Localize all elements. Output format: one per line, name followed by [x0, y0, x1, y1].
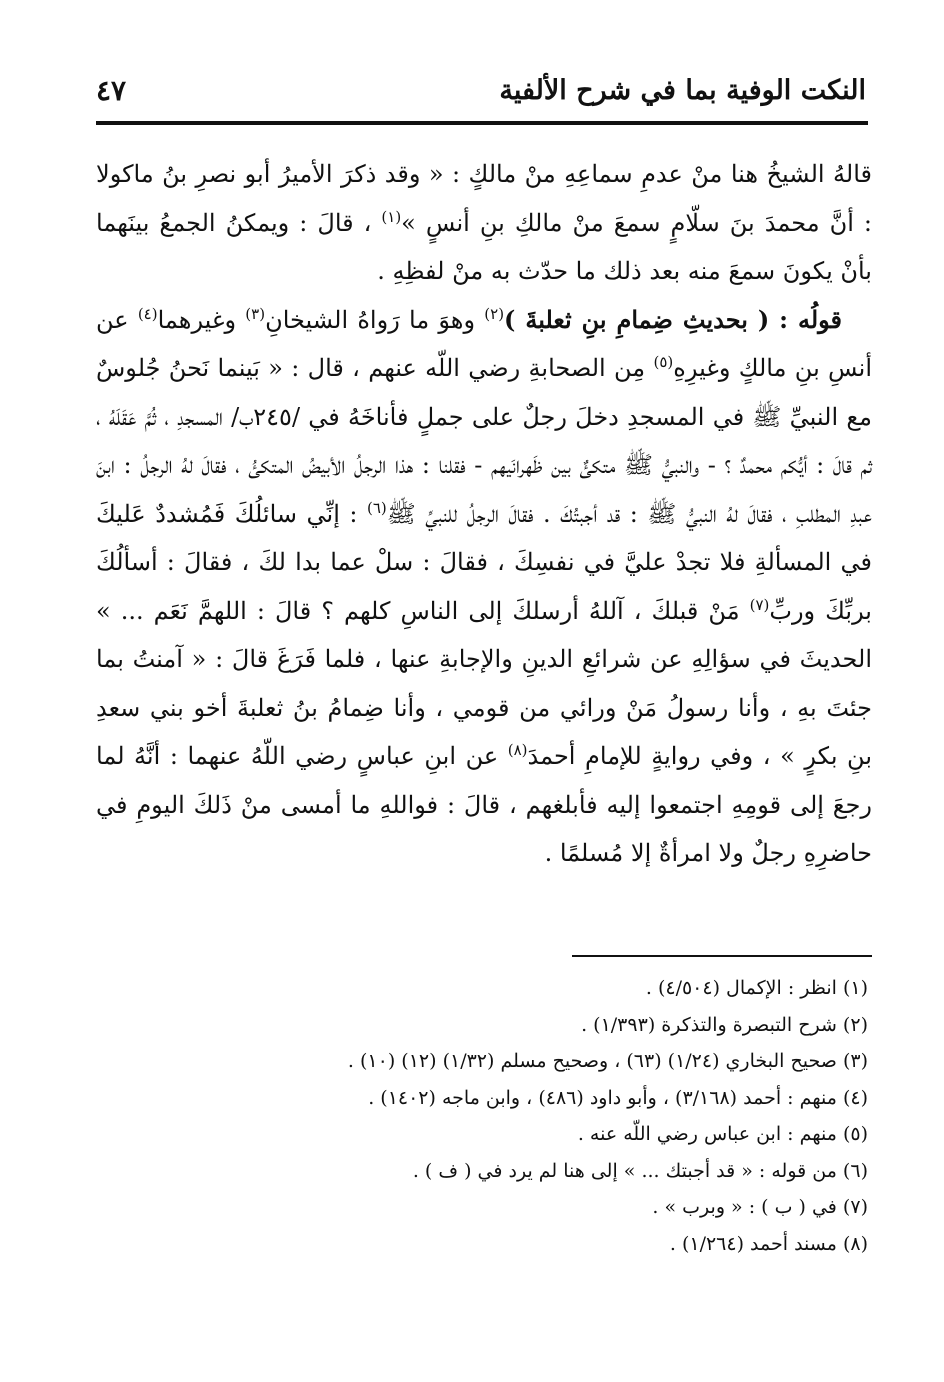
- text-segment: مِن الصحابةِ رضي اللّه عنهم ، قال : « بَينما نَحنُ جُلوسٌ مع النبيِّ ﷺ في المسجدِ دخلَ رجلٌ على جملٍ فأناخَهُ في /٢٤٥ب/ المسجدِ ، ثُمَّ عَقَلَهُ ، ثم قالَ : أيُّكم محمدٌ ؟ - والنبيُّ ﷺ متكئٌ بين ظَهرانَيهم - فقلنا : هذا الرجلُ الأبيضُ المتكئُ ، فقالَ لهُ الرجلُ : ابنَ عبدِ المطلبِ ، فقالَ لهُ النبيُّ ﷺ : قد أجبتُكَ . فقالَ الرجلُ للنبيِّ ﷺ: [96, 354, 872, 528]
- footnote-marker: (٧): [749, 595, 770, 614]
- footnote-6: (٦) من قوله : « قد أجبتك ... » إلى هنا لم يرد في ( ف ) .: [412, 1159, 868, 1182]
- text-segment: وغيرهما: [157, 305, 246, 334]
- footnote-8: (٨) مسند أحمد (١/٢٦٤) .: [669, 1232, 868, 1255]
- footnote-4: (٤) منهم : أحمد (٣/١٦٨) ، وأبو داود (٤٨٦) ، وابن ماجه (١٤٠٢) .: [368, 1086, 868, 1109]
- text-segment: مَنْ قبلكَ ، آللهُ أرسلكَ إلى الناسِ كلهم ؟ قالَ : اللهمَّ نَعَم ... » الحديثَ في سؤالِهِ عن شرائعِ الدينِ والإجابةِ عنها ، فلما فَرَغَ قالَ : « آمنتُ بما جئتَ بهِ ، وأنا رسولُ مَنْ ورائي من قومي ، وأنا ضِمامُ بنُ ثعلبةَ أخو بني سعدِ بنِ بكرٍ » ، وفي روايةٍ للإمامِ أحمدَ: [96, 596, 873, 770]
- footnote-marker: (٦): [366, 498, 387, 517]
- footnote-marker: (٢): [484, 304, 505, 323]
- footnote-marker: (٨): [507, 741, 528, 759]
- text-segment: : إنِّي سائلُكَ فَمُشددٌ عَليكَ في المسألةِ فلا تجدْ عليَّ في نفسِكَ ، فقالَ : سلْ عما بدا لكَ ، فقالَ : أسألُكَ بربِّكَ وربِّ: [96, 499, 872, 625]
- text-segment: عن أنسِ بنِ مالكٍ وغيرِهِ: [96, 305, 873, 382]
- footnote-marker: (٣): [245, 304, 266, 323]
- text-segment: عن ابنِ عباسٍ رضي اللّهُ عنهما : أنَّهُ لما رجعَ إلى قومِهِ اجتمعوا إليه فأبلغهم ، قالَ : فواللهِ ما أمسى منْ ذَلكَ اليومِ في حاضرِهِ رجلٌ ولا امرأةٌ إلا مُسلمًا .: [96, 742, 872, 867]
- main-text: [96, 150, 872, 878]
- paragraph-1: [96, 150, 872, 296]
- footnote-3: (٣) صحيح البخاري (١/٢٤) (٦٣) ، وصحيح مسلم (١/٣٢) (١٢) (١٠) .: [347, 1050, 868, 1072]
- footnote-1: (١) انظر : الإكمال (٤/٥٠٤) .: [645, 977, 868, 999]
- footnote-7: (٧) في ( ب ) : « وبرب » .: [652, 1196, 868, 1218]
- footnote-divider: [572, 955, 872, 957]
- footnote-2: (٢) شرح التبصرة والتذكرة (١/٣٩٣) .: [581, 1013, 868, 1036]
- running-header: [96, 62, 866, 118]
- footnote-marker: (١): [381, 207, 402, 226]
- text-segment: وهوَ ما رَواهُ الشيخانِ: [265, 305, 485, 334]
- footnote-marker: (٥): [653, 353, 674, 371]
- footnote-marker: (٤): [137, 304, 158, 323]
- page-number: ٤٧: [96, 73, 127, 107]
- text-segment: ، قالَ : ويمكنُ الجمعُ بينَهما بأنْ يكونَ سمعَ منه بعد ذلك ما حدّث به منْ لفظِهِ .: [96, 208, 872, 285]
- footnotes: [96, 970, 868, 1262]
- quoted-lemma: قولُه : ( بحديثِ ضِمامِ بنِ ثعلبةَ ): [504, 304, 843, 334]
- book-title: النكت الوفية بما في شرح الألفية: [499, 74, 866, 106]
- header-divider: [96, 121, 868, 125]
- paragraph-2: [96, 296, 872, 878]
- text-segment: قالهُ الشيخُ هنا منْ عدمِ سماعِهِ منْ مالكٍ : « وقد ذكرَ الأميرُ أبو نصرِ بنُ ماكولا : أنَّ محمدَ بنَ سلّامٍ سمعَ منْ مالكِ بنِ أنسٍ »: [96, 160, 872, 237]
- footnote-5: (٥) منهم : ابن عباس رضي اللّه عنه .: [577, 1123, 868, 1145]
